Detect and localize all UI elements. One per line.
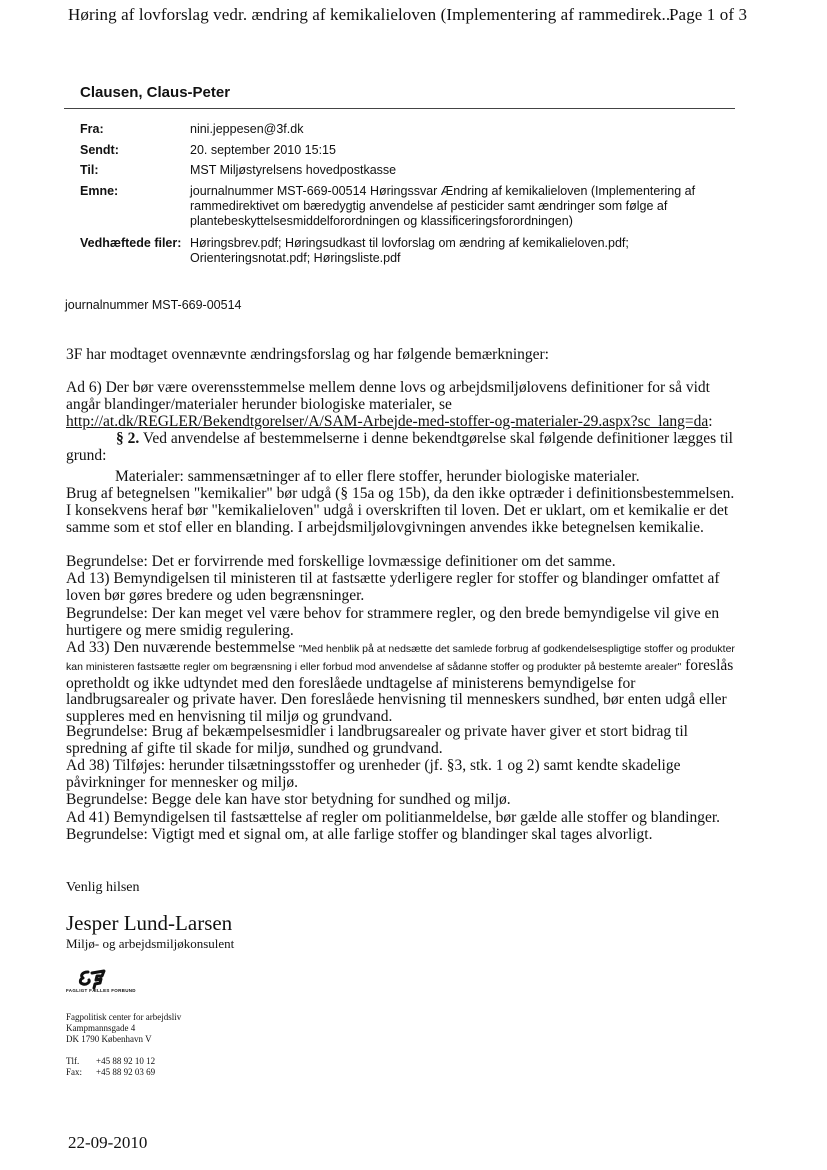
org-address [66, 1012, 181, 1045]
field-label: Vedhæftede filer: [80, 236, 182, 250]
field-value: nini.jeppesen@3f.dk [190, 122, 304, 136]
3f-logo-icon [66, 968, 166, 998]
field-value: MST Miljøstyrelsens hovedpostkasse [190, 163, 397, 177]
print-date: 22-09-2010 [68, 1133, 148, 1152]
logo-text: FAGLIGT FÆLLES FORBUND [66, 988, 136, 993]
reason-2: Begrundelse: Der kan meget vel være behov for strammere regler, og den brede bemyndigelse vil give en hurtigere og mere smidig regulering. [66, 605, 720, 639]
field-label: Til: [80, 163, 99, 177]
field-label: Sendt: [80, 143, 119, 157]
quote-paragraph [66, 431, 741, 465]
phone-label: Tlf. [66, 1056, 80, 1066]
org-logo [66, 968, 166, 998]
ad33-lead: Ad 33) Den nuværende bestemmelse [66, 639, 299, 656]
quote-materials: Materialer: sammensætninger af to eller flere stoffer, herunder biologiske materialer. [115, 468, 640, 485]
reason-5: Begrundelse: Vigtigt med et signal om, at alle farlige stoffer og blandinger skal tages alvorligt. [66, 826, 653, 843]
fax-value: +45 88 92 03 69 [96, 1067, 156, 1077]
reason-1: Begrundelse: Det er forvirrende med forskellige lovmæssige definitioner om det samme. [66, 553, 616, 570]
regulation-link[interactable]: http://at.dk/REGLER/Bekendtgorelser/A/SAM-Arbejde-med-stoffer-og-materialer-29.aspx?sc_lang=da [66, 412, 709, 430]
field-value: journalnummer MST-669-00514 Høringssvar Ændring af kemikalieloven (Implementering af rammedirektivet om bæredygtig anvendelse af pesticider samt ændringer som følge af plantebeskyttelsesmiddelforordningen og klassificeringsforordningen) [190, 184, 696, 228]
link-suffix: : [708, 412, 713, 430]
section-symbol: § 2. [116, 430, 140, 447]
ad13-paragraph: Ad 13) Bemyndigelsen til ministeren til at fastsætte yderligere regler for stoffer og blandinger omfattet af loven bør gøres bredere og uden begrænsninger. [66, 570, 720, 604]
quote-text: Ved anvendelse af bestemmelserne i denne bekendtgørelse skal følgende definitioner lægges til grund: [66, 430, 733, 464]
page-number: Page 1 of 3 [669, 5, 748, 24]
org-contact [66, 1056, 155, 1078]
header-divider [64, 108, 735, 109]
closing: Venlig hilsen [66, 880, 140, 895]
org-line: Kampmannsgade 4 [66, 1023, 136, 1033]
kemikalier-paragraph: Brug af betegnelsen "kemikalier" bør udgå (§ 15a og 15b), da den ikke optræder i definitionsbestemmelsen. I konsekvens heraf bør "kemikalieloven" udgå i overskriften til loven. Det er uklart, om et kemikalie er det samme som et stof eller en blanding. I arbejdsmiljølovgivningen anvendes ikke betegnelsen kemikalie. [66, 485, 735, 536]
fax-row [66, 1067, 155, 1078]
signature-title: Miljø- og arbejdsmiljøkonsulent [66, 936, 235, 951]
sender-name: Clausen, Claus-Peter [80, 84, 231, 101]
intro-text: 3F har modtaget ovennævnte ændringsforslag og har følgende bemærkninger: [66, 346, 549, 363]
phone-row [66, 1056, 155, 1067]
field-label: Emne: [80, 184, 119, 198]
signature-name: Jesper Lund-Larsen [66, 911, 233, 935]
print-header [68, 5, 768, 25]
reason-4: Begrundelse: Begge dele kan have stor betydning for sundhed og miljø. [66, 791, 511, 808]
reason-3: Begrundelse: Brug af bekæmpelsesmidler i landbrugsarealer og private haver giver et stort bidrag til spredning af gifte til skade for miljø, sundhed og grundvand. [66, 723, 688, 757]
ad38-paragraph: Ad 38) Tilføjes: herunder tilsætningsstoffer og urenheder (jf. §3, stk. 1 og 2) samt kendte skadelige påvirkninger for mennesker og miljø. [66, 757, 681, 791]
ad6-text: Ad 6) Der bør være overensstemmelse mellem denne lovs og arbejdsmiljølovens definitioner for så vidt angår blandinger/materialer herunder biologiske materialer, se [66, 379, 710, 413]
ad33-quote: "Med henblik på at nedsætte det samlede forbrug af godkendelsespligtige stoffer og produkter kan ministeren fastsætte regler om begrænsning i eller forbud mod anvendelse af sådanne stoffer og produkter på bestemte arealer" [66, 643, 735, 673]
ad33-paragraph [66, 640, 738, 726]
phone-value: +45 88 92 10 12 [96, 1056, 156, 1066]
print-header-title: Høring af lovforslag vedr. ændring af kemikalieloven (Implementering af rammedirek... [68, 5, 675, 24]
ad33-rest: foreslås opretholdt og ikke udtyndet med den foreslåede undtagelse af ministerens bemyndigelse for landbrugsarealer og private haver. Den foreslåede henvisning til menneskers sundhed, bør enten udgå eller suppleres med en henvisning til miljø og grundvand. [66, 656, 734, 726]
fax-label: Fax: [66, 1067, 83, 1077]
field-value: Høringsbrev.pdf; Høringsudkast til lovforslag om ændring af kemikalieloven.pdf; Orienteringsnotat.pdf; Høringsliste.pdf [190, 236, 629, 265]
ad41-paragraph: Ad 41) Bemyndigelsen til fastsættelse af regler om politianmeldelse, bør gælde alle stoffer og blandinger. [66, 809, 721, 826]
journal-number: journalnummer MST-669-00514 [65, 298, 242, 312]
field-value: 20. september 2010 15:15 [190, 143, 336, 157]
org-line: Fagpolitisk center for arbejdsliv [66, 1012, 182, 1022]
org-line: DK 1790 København V [66, 1034, 152, 1044]
ad6-paragraph [66, 380, 738, 430]
field-label: Fra: [80, 122, 104, 136]
